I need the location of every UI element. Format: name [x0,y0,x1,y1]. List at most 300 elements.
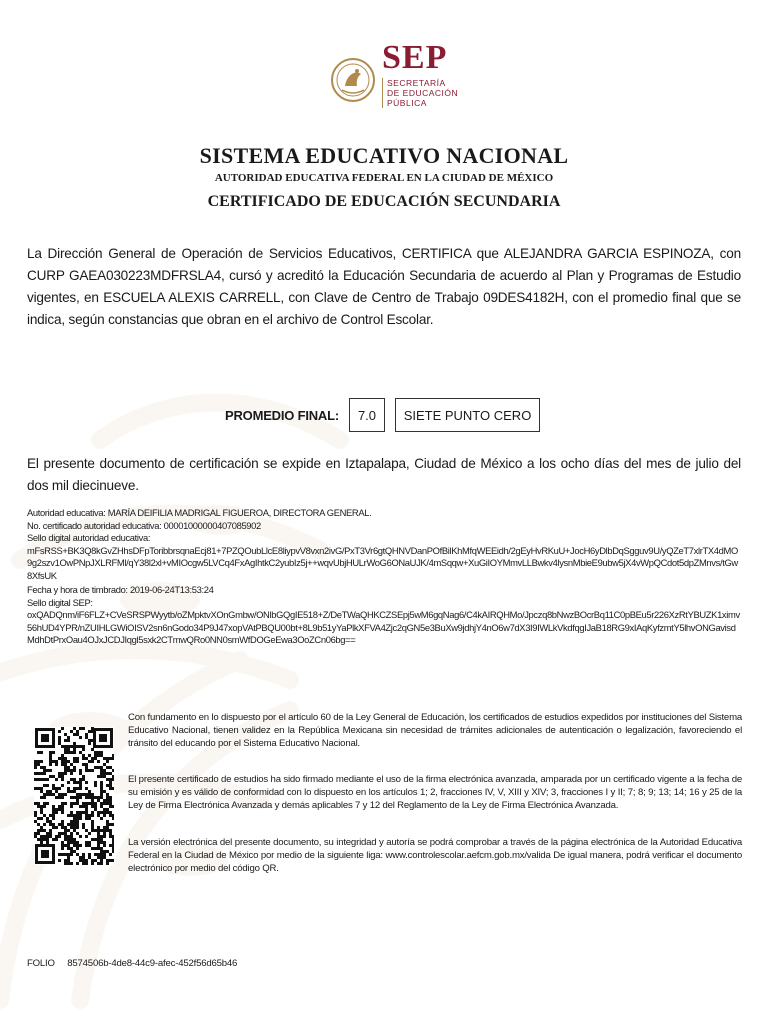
qr-module [85,817,88,820]
qr-module [97,862,100,865]
qr-module [109,811,112,814]
qr-module [94,757,97,760]
qr-module [88,760,91,763]
qr-module [97,814,100,817]
qr-module [97,853,100,856]
qr-module [58,757,61,760]
authority-name: Autoridad educativa: MARÍA DEIFILIA MADRIGAL FIGUEROA, DIRECTORA GENERAL. [27,507,372,518]
qr-module [55,778,58,781]
qr-module [82,805,85,808]
qr-module [103,775,106,778]
qr-module [61,841,64,844]
qr-module [43,766,46,769]
qr-module [46,838,49,841]
qr-module [52,838,55,841]
qr-module [58,775,61,778]
qr-module [73,769,76,772]
qr-module [91,862,94,865]
qr-module [100,862,103,865]
qr-module [76,760,79,763]
qr-module [82,745,85,748]
qr-module [109,859,112,862]
qr-module [103,853,106,856]
qr-module [70,730,73,733]
qr-module [76,733,79,736]
qr-module [37,823,40,826]
qr-module [73,748,76,751]
qr-module [37,838,40,841]
qr-module [64,835,67,838]
qr-module [88,739,91,742]
qr-module [106,862,109,865]
qr-module [85,736,88,739]
sep-sub-line: PÚBLICA [387,98,427,108]
qr-module [49,832,52,835]
qr-module [37,751,40,754]
qr-module [103,841,106,844]
qr-module [103,814,106,817]
authority-digital-seal: mFsRSS+BK3Q8kGvZHhsDFpToribbrsqnaEcj81+7PZQOubLlcE8liypvV8vxn2ivG/PxT3Vr6gtQHNVDanPOfBilKhMfqWEEidh/2gEyHvRKuU+JocH6yDlbDqSgguv9U/yQZeT7xlrTX4dMO9g2szv1OwPNpJXLRFMl/qY38l2xl+vMIOcgw5LVCq4FxAgIhtkC2yubIz5j++wqvUbjHULrWoG6ONaUJK/4mSqqw+XuGiIOYMmvLLBwkv4lysnMbieE9ubw5jX4vWpQCdot5dpZMnvs/tGw8XfsUK [27,544,738,581]
qr-module [37,802,40,805]
qr-module [106,784,109,787]
qr-module [94,805,97,808]
qr-module [109,787,112,790]
qr-module [67,787,70,790]
qr-module [76,814,79,817]
qr-module [70,835,73,838]
qr-module [46,784,49,787]
qr-module [40,796,43,799]
qr-module [103,850,106,853]
qr-module [76,787,79,790]
qr-module [106,811,109,814]
qr-module [88,814,91,817]
qr-module [70,751,73,754]
qr-module [91,805,94,808]
qr-module [61,763,64,766]
qr-module [52,823,55,826]
qr-module [67,859,70,862]
qr-module [43,835,46,838]
qr-module [64,859,67,862]
qr-module [73,787,76,790]
qr-module [70,853,73,856]
qr-module [100,811,103,814]
qr-module [103,808,106,811]
qr-module [67,736,70,739]
qr-module [58,832,61,835]
qr-module [100,856,103,859]
qr-module [61,772,64,775]
qr-module [106,808,109,811]
qr-module [61,802,64,805]
qr-module [61,820,64,823]
qr-module [97,754,100,757]
qr-module [61,754,64,757]
qr-module [37,778,40,781]
qr-module [88,790,91,793]
qr-module [82,853,85,856]
qr-module [76,823,79,826]
qr-module [70,820,73,823]
sep-logo [330,40,460,128]
qr-module [61,811,64,814]
qr-module [112,817,114,820]
qr-module [73,778,76,781]
qr-module [79,856,82,859]
certificate-title: CERTIFICADO DE EDUCACIÓN SECUNDARIA [207,193,561,210]
qr-module [100,772,103,775]
qr-module [97,751,100,754]
legal-paragraph-validity: Con fundamento en lo dispuesto por el artículo 60 de la Ley General de Educación, los certificados de estudios expedidos por instituciones del Sistema Educativo Nacional, tienen validez en la República Mexicana sin necesidad de trámites adicionales de autenticación o legalización, favoreciendo el tránsito del educando por el Sistema Educativo Nacional. [128,712,742,749]
qr-module [91,757,94,760]
qr-module [85,769,88,772]
qr-module [55,811,58,814]
qr-module [46,841,49,844]
qr-module [106,760,109,763]
qr-module [73,820,76,823]
qr-module [67,835,70,838]
qr-module [43,814,46,817]
qr-module [94,781,97,784]
qr-module [37,772,40,775]
qr-module [88,796,91,799]
qr-module [88,856,91,859]
qr-module [85,787,88,790]
qr-module [97,844,100,847]
qr-module [70,838,73,841]
qr-module [58,742,61,745]
qr-module [97,847,100,850]
qr-module [58,739,61,742]
qr-module [37,760,40,763]
qr-module [55,835,58,838]
qr-module [82,754,85,757]
timbrado-datetime: Fecha y hora de timbrado: 2019-06-24T13:53:24 [27,584,214,595]
qr-module [106,793,109,796]
qr-module [97,760,100,763]
qr-module [37,829,40,832]
qr-module [64,826,67,829]
qr-module [73,841,76,844]
qr-module [61,727,64,730]
qr-module [67,862,70,865]
qr-module [46,778,49,781]
qr-module [58,793,61,796]
qr-module [100,769,103,772]
qr-module [46,820,49,823]
qr-module [79,817,82,820]
qr-module [58,787,61,790]
qr-module [64,733,67,736]
qr-module [82,748,85,751]
qr-module [97,829,100,832]
qr-module [64,793,67,796]
sep-subtitle [382,78,458,108]
qr-module [112,754,114,757]
qr-module [97,766,100,769]
qr-module [70,778,73,781]
qr-module [40,766,43,769]
qr-module [52,811,55,814]
qr-module [103,790,106,793]
qr-module [40,760,43,763]
qr-module [76,841,79,844]
qr-module [55,838,58,841]
qr-module [94,784,97,787]
qr-module [43,796,46,799]
qr-module [61,760,64,763]
qr-module [43,823,46,826]
qr-module [40,751,43,754]
qr-module [73,757,76,760]
qr-module [58,808,61,811]
qr-module [103,844,106,847]
qr-module [61,823,64,826]
qr-module [34,778,37,781]
qr-module [100,790,103,793]
qr-module [106,802,109,805]
qr-module [109,823,112,826]
qr-module [52,808,55,811]
qr-module [34,766,37,769]
sep-digital-seal: oxQADQnm/iF6FLZ+CVeSRSPWyytb/oZMpktvXOnGmbw/ONlbGQgIE518+Z/DeTWaQHKCZSEpj5wM6gqNag6/C4kAIRQHMo/Jpczq8bNwzBOcrBq11C0pBEu5r226XzRtYBUZK1ximv56hUD4YPR/nZUIHLGWiOISV2sn6nGodo34P9J47xopVAtPBQU00bt+8L9b51yYaPlkXFVA4Zjc2qGN5e3BuXw9jdhjY4nO6w7dX3I9IWLkVkdfqgIJaB18RG9xIAqKyfzmtY5lhvONGavisdMdhDtPrxOau4OJxJCDJIqgl5sxk2CTmwQRo0NN0smWfDOGeEwa3OoZCn06bg== [27,609,740,645]
qr-module [52,805,55,808]
qr-module [61,826,64,829]
qr-module [97,826,100,829]
qr-module [55,787,58,790]
qr-module [73,790,76,793]
qr-module [88,754,91,757]
qr-module [82,859,85,862]
qr-module [43,829,46,832]
qr-module [52,817,55,820]
qr-module [79,835,82,838]
qr-module [76,853,79,856]
qr-module [67,748,70,751]
issue-statement: El presente documento de certificación se expide en Iztapalapa, Ciudad de México a los ocho días del mes de julio del dos mil diecinueve. [27,456,741,493]
qr-module [91,820,94,823]
qr-module [70,850,73,853]
qr-module [106,757,109,760]
qr-module [76,826,79,829]
qr-module [40,841,43,844]
qr-module [88,817,91,820]
qr-module [109,799,112,802]
qr-module [67,847,70,850]
qr-module [112,814,114,817]
qr-module [85,829,88,832]
qr-module [43,784,46,787]
qr-module [106,796,109,799]
qr-module [58,805,61,808]
qr-module [70,832,73,835]
qr-module [73,850,76,853]
qr-module [70,796,73,799]
qr-module [49,835,52,838]
qr-module [73,817,76,820]
qr-module [70,826,73,829]
qr-module [67,841,70,844]
qr-module [91,838,94,841]
qr-module [82,793,85,796]
qr-module [103,802,106,805]
qr-module [64,853,67,856]
qr-module [94,766,97,769]
qr-module [82,862,85,865]
qr-module [112,859,114,862]
qr-module [67,745,70,748]
qr-module [67,844,70,847]
qr-module [112,838,114,841]
qr-module [64,745,67,748]
qr-module [49,775,52,778]
qr-module [70,841,73,844]
qr-module [100,754,103,757]
qr-module [103,772,106,775]
qr-module [52,784,55,787]
qr-module [76,847,79,850]
qr-module [106,820,109,823]
qr-module [85,757,88,760]
qr-module [97,832,100,835]
qr-module [52,751,55,754]
qr-module [43,772,46,775]
qr-module [88,841,91,844]
qr-module [58,736,61,739]
qr-module [106,772,109,775]
qr-module [76,802,79,805]
qr-module [64,757,67,760]
qr-module [79,796,82,799]
qr-module [64,760,67,763]
qr-module [34,763,37,766]
qr-module [79,844,82,847]
qr-module [67,766,70,769]
qr-module [55,763,58,766]
qr-module [100,751,103,754]
qr-module [76,745,79,748]
qr-module [46,793,49,796]
qr-module [70,745,73,748]
qr-module [85,802,88,805]
qr-module [70,802,73,805]
qr-module [49,823,52,826]
final-grade-row [225,398,540,432]
qr-module [40,811,43,814]
qr-module [100,775,103,778]
qr-module [103,856,106,859]
qr-module [97,799,100,802]
qr-module [64,772,67,775]
qr-module [70,790,73,793]
qr-module [40,826,43,829]
qr-module [88,844,91,847]
qr-module [100,835,103,838]
qr-module [70,763,73,766]
qr-module [34,772,37,775]
qr-module [76,781,79,784]
qr-module [79,781,82,784]
qr-module [97,841,100,844]
qr-module [67,823,70,826]
qr-module [70,772,73,775]
qr-module [100,850,103,853]
qr-module [49,814,52,817]
qr-module [67,814,70,817]
qr-module [85,835,88,838]
qr-module [46,832,49,835]
qr-module [40,829,43,832]
qr-module [103,757,106,760]
qr-module [70,769,73,772]
qr-module [109,835,112,838]
qr-module [103,835,106,838]
qr-module [91,802,94,805]
qr-module [94,802,97,805]
qr-module [40,787,43,790]
final-grade-label: PROMEDIO FINAL: [225,407,339,423]
qr-module [82,802,85,805]
qr-module [100,781,103,784]
qr-module [34,820,37,823]
folio-label: FOLIO [27,958,55,969]
qr-module [88,832,91,835]
qr-module [73,733,76,736]
qr-module [94,829,97,832]
qr-module [79,787,82,790]
qr-module [79,745,82,748]
qr-module [55,826,58,829]
qr-module [40,805,43,808]
qr-module [100,859,103,862]
qr-module [103,826,106,829]
certification-paragraph: La Dirección General de Operación de Servicios Educativos, CERTIFICA que ALEJANDRA GARCIA ESPINOZA, con CURP GAEA030223MDFRSLA4, cursó y acreditó la Educación Secundaria de acuerdo al Plan y Programas de Estudio vigentes, en ESCUELA ALEXIS CARRELL, con Clave de Centro de Trabajo 09DES4182H, con el promedio final que se indica, según constancias que obran en el archivo de Control Escolar. [27,246,741,327]
qr-module [100,796,103,799]
qr-module [94,808,97,811]
qr-module [79,751,82,754]
qr-module [100,805,103,808]
qr-module [64,739,67,742]
document-subtitle: AUTORIDAD EDUCATIVA FEDERAL EN LA CIUDAD DE MÉXICO [214,172,554,184]
qr-module [61,832,64,835]
qr-module [88,742,91,745]
qr-module [91,793,94,796]
qr-module [61,775,64,778]
qr-module [91,823,94,826]
qr-module [49,769,52,772]
qr-module [100,766,103,769]
qr-module [58,859,61,862]
qr-module [91,811,94,814]
qr-module [67,829,70,832]
qr-module [73,829,76,832]
qr-code-icon[interactable] [34,727,114,865]
qr-module [58,853,61,856]
qr-module [67,760,70,763]
qr-module [106,859,109,862]
qr-module [73,826,76,829]
qr-module [52,787,55,790]
qr-module [46,817,49,820]
qr-module [85,733,88,736]
qr-module [61,796,64,799]
qr-module [88,793,91,796]
qr-module [76,730,79,733]
qr-module [49,829,52,832]
qr-module [61,847,64,850]
qr-module [109,802,112,805]
